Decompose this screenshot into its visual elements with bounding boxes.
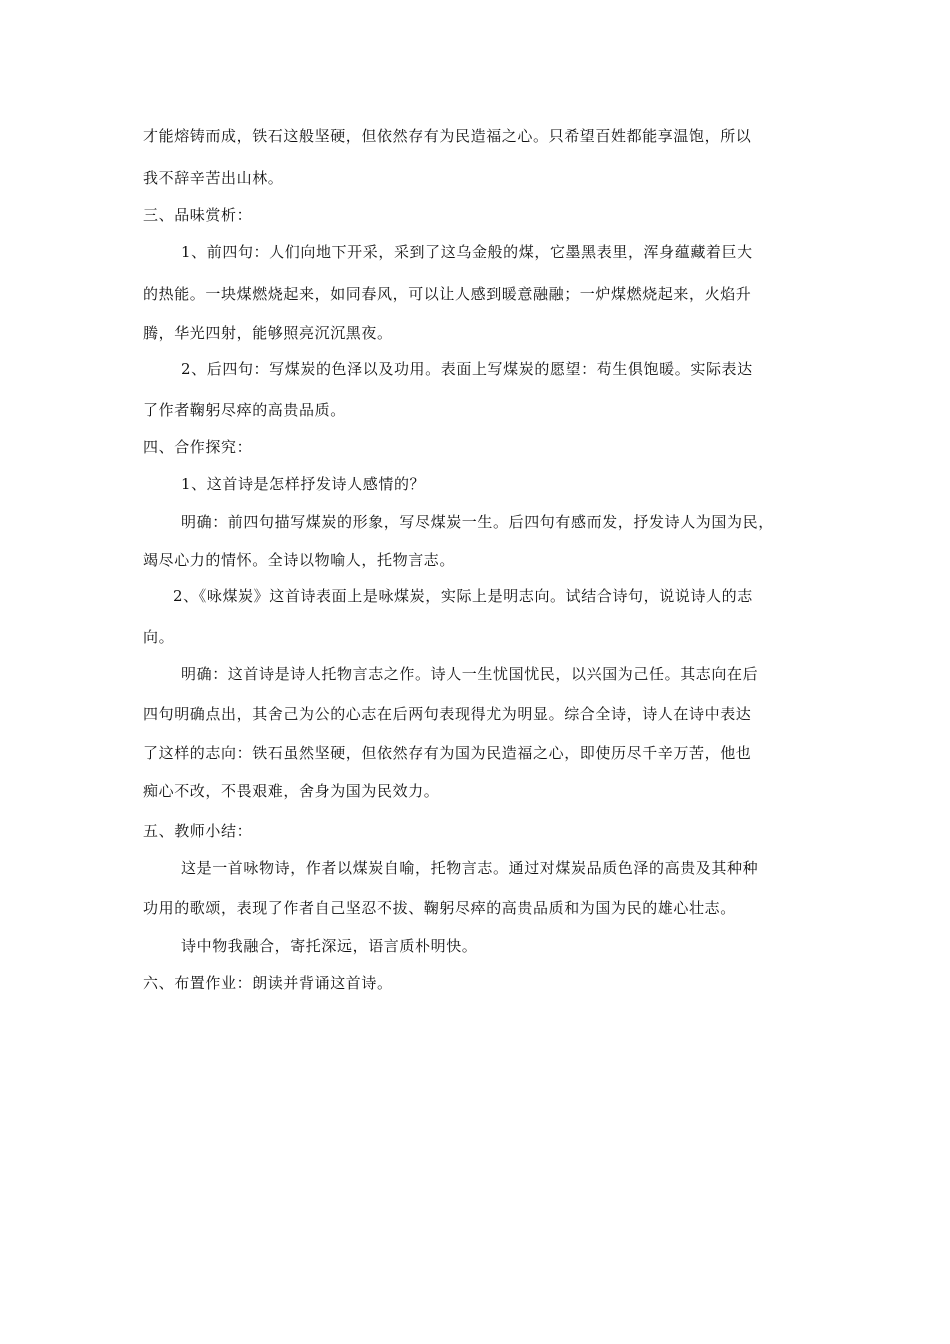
paragraph-line: 诗中物我融合，寄托深远，语言质朴明快。 <box>181 937 478 955</box>
paragraph-line: 的热能。一块煤燃烧起来，如同春风，可以让人感到暖意融融；一炉煤燃烧起来，火焰升 <box>143 285 752 303</box>
paragraph-line: 2、后四句：写煤炭的色泽以及功用。表面上写煤炭的愿望：苟生俱饱暖。实际表达 <box>181 360 753 378</box>
paragraph-line: 了这样的志向：铁石虽然坚硬，但依然存有为国为民造福之心，即使历尽千辛万苦，他也 <box>143 744 752 762</box>
paragraph-line: 痴心不改，不畏艰难，舍身为国为民效力。 <box>143 782 440 800</box>
paragraph-line: 了作者鞠躬尽瘁的高贵品质。 <box>143 401 346 419</box>
section-heading: 六、布置作业：朗读并背诵这首诗。 <box>143 974 393 992</box>
paragraph-line: 竭尽心力的情怀。全诗以物喻人，托物言志。 <box>143 551 456 569</box>
section-heading: 五、教师小结： <box>143 822 253 840</box>
paragraph-line: 明确：前四句描写煤炭的形象，写尽煤炭一生。后四句有感而发，抒发诗人为国为民， <box>181 513 774 531</box>
section-heading: 三、品味赏析： <box>143 206 253 224</box>
paragraph-line: 我不辞辛苦出山林。 <box>143 169 284 187</box>
question-line: 1、这首诗是怎样抒发诗人感情的？ <box>181 475 426 493</box>
paragraph-line: 1、前四句：人们向地下开采，采到了这乌金般的煤，它墨黑表里，浑身蕴藏着巨大 <box>181 243 753 261</box>
paragraph-line: 腾，华光四射，能够照亮沉沉黑夜。 <box>143 324 393 342</box>
question-line: 2、《咏煤炭》这首诗表面上是咏煤炭，实际上是明志向。试结合诗句，说说诗人的志 <box>173 587 753 605</box>
paragraph-line: 功用的歌颂，表现了作者自己坚忍不拔、鞠躬尽瘁的高贵品质和为国为民的雄心壮志。 <box>143 899 736 917</box>
paragraph-line: 这是一首咏物诗，作者以煤炭自喻，托物言志。通过对煤炭品质色泽的高贵及其种种 <box>181 859 759 877</box>
paragraph-line: 才能熔铸而成，铁石这般坚硬，但依然存有为民造福之心。只希望百姓都能享温饱，所以 <box>143 127 752 145</box>
paragraph-line: 向。 <box>143 628 175 646</box>
paragraph-line: 明确：这首诗是诗人托物言志之作。诗人一生忧国忧民，以兴国为己任。其志向在后 <box>181 665 759 683</box>
paragraph-line: 四句明确点出，其舍己为公的心志在后两句表现得尤为明显。综合全诗，诗人在诗中表达 <box>143 705 752 723</box>
section-heading: 四、合作探究： <box>143 438 253 456</box>
